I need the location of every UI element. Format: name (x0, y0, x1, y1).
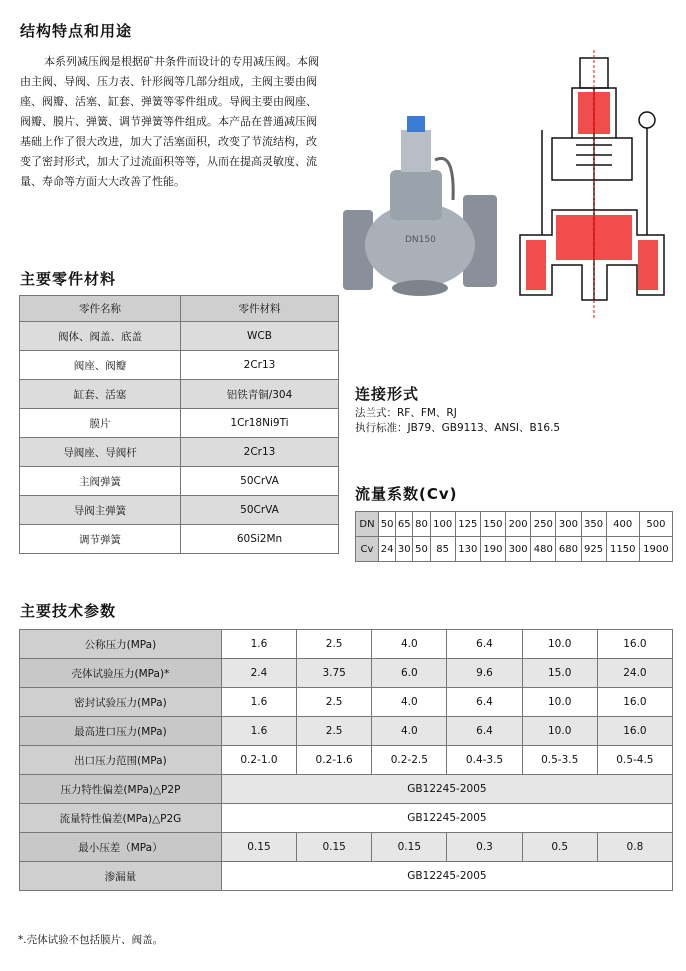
param-value: 1.6 (221, 688, 296, 717)
param-value: 0.2-1.6 (297, 746, 372, 775)
param-label: 最高进口压力(MPa) (20, 717, 222, 746)
table-row (20, 438, 339, 467)
dn-value: 250 (531, 512, 556, 537)
dn-value: 350 (581, 512, 606, 537)
table-row (20, 380, 339, 409)
cv-label: Cv (356, 537, 379, 562)
table-row (20, 775, 673, 804)
table-row (20, 746, 673, 775)
param-label: 出口压力范围(MPa) (20, 746, 222, 775)
param-label: 壳体试验压力(MPa)* (20, 659, 222, 688)
table-row (20, 717, 673, 746)
param-value: 16.0 (597, 717, 672, 746)
param-value: 10.0 (522, 717, 597, 746)
param-value: 24.0 (597, 659, 672, 688)
part-material: WCB (181, 322, 339, 351)
part-material: 2Cr13 (181, 438, 339, 467)
dn-value: 400 (606, 512, 639, 537)
photo-label: DN150 (405, 235, 436, 245)
valve-photo (335, 110, 505, 300)
part-material: 1Cr18Ni9Ti (181, 409, 339, 438)
table-row (20, 659, 673, 688)
cv-value: 680 (556, 537, 581, 562)
cv-value-row (356, 537, 673, 562)
part-name: 阀体、阀盖、底盖 (20, 322, 181, 351)
param-label: 流量特性偏差(MPa)△P2G (20, 804, 222, 833)
param-value: 10.0 (522, 630, 597, 659)
cv-value: 1150 (606, 537, 639, 562)
part-material: 60Si2Mn (181, 525, 339, 554)
table-row (20, 351, 339, 380)
param-value: 0.15 (297, 833, 372, 862)
table-row (20, 496, 339, 525)
heading-technical: 主要技术参数 (20, 602, 117, 620)
param-label: 密封试验压力(MPa) (20, 688, 222, 717)
part-name: 导阀主弹簧 (20, 496, 181, 525)
dn-value: 200 (506, 512, 531, 537)
materials-header-part: 零件名称 (20, 296, 181, 322)
tech-params-table (19, 629, 673, 891)
param-value: 15.0 (522, 659, 597, 688)
param-value: 9.6 (447, 659, 522, 688)
dn-label: DN (356, 512, 379, 537)
param-value: 0.3 (447, 833, 522, 862)
connection-info (355, 406, 560, 436)
param-value: 4.0 (372, 688, 447, 717)
dn-value: 125 (455, 512, 480, 537)
part-name: 主阀弹簧 (20, 467, 181, 496)
param-label: 渗漏量 (20, 862, 222, 891)
cv-value: 130 (455, 537, 480, 562)
part-name: 缸套、活塞 (20, 380, 181, 409)
part-name: 调节弹簧 (20, 525, 181, 554)
param-value: 6.0 (372, 659, 447, 688)
part-name: 导阀座、导阀杆 (20, 438, 181, 467)
cv-value: 925 (581, 537, 606, 562)
cv-value: 300 (506, 537, 531, 562)
cv-value: 30 (396, 537, 413, 562)
heading-structure: 结构特点和用途 (20, 22, 133, 40)
param-value: 6.4 (447, 630, 522, 659)
table-row (20, 862, 673, 891)
table-row (20, 804, 673, 833)
part-name: 膜片 (20, 409, 181, 438)
param-standard: GB12245-2005 (221, 804, 672, 833)
param-value: 0.5 (522, 833, 597, 862)
materials-header-material: 零件材料 (181, 296, 339, 322)
dn-value: 150 (480, 512, 505, 537)
cv-table (355, 511, 673, 562)
table-row (20, 467, 339, 496)
param-label: 公称压力(MPa) (20, 630, 222, 659)
param-value: 1.6 (221, 630, 296, 659)
table-row (20, 525, 339, 554)
param-value: 2.5 (297, 630, 372, 659)
table-row (20, 833, 673, 862)
materials-table (19, 295, 339, 554)
connection-flange: 法兰式：RF、FM、RJ (355, 407, 457, 419)
param-standard: GB12245-2005 (221, 775, 672, 804)
part-name: 阀座、阀瓣 (20, 351, 181, 380)
part-material: 50CrVA (181, 496, 339, 525)
dn-value: 300 (556, 512, 581, 537)
param-value: 2.5 (297, 717, 372, 746)
param-value: 0.5-4.5 (597, 746, 672, 775)
param-value: 0.5-3.5 (522, 746, 597, 775)
param-value: 0.2-2.5 (372, 746, 447, 775)
param-value: 0.4-3.5 (447, 746, 522, 775)
heading-flow-coefficient: 流量系数(Cv) (355, 485, 458, 503)
cv-value: 24 (379, 537, 396, 562)
param-value: 4.0 (372, 717, 447, 746)
param-value: 0.8 (597, 833, 672, 862)
param-value: 0.15 (372, 833, 447, 862)
param-value: 6.4 (447, 688, 522, 717)
part-material: 2Cr13 (181, 351, 339, 380)
param-value: 2.5 (297, 688, 372, 717)
param-value: 2.4 (221, 659, 296, 688)
param-value: 1.6 (221, 717, 296, 746)
intro-paragraph: 本系列减压阀是根据矿井条件而设计的专用减压阀。本阀由主阀、导阀、压力表、针形阀等几部分组成，主阀主要由阀座、阀瓣、活塞、缸套、弹簧等零件组成。导阀主要由阀座、阀瓣、膜片、弹簧、调节弹簧等件组成。本产品在普通减压阀基础上作了很大改进，加大了活塞面积，改变了节流结构，改变了密封形式，加大了过流面积等等，从而在提高灵敏度、流量、寿命等方面大大改善了性能。 (20, 55, 319, 188)
dn-value: 100 (430, 512, 455, 537)
connection-standard: 执行标准：JB79、GB9113、ANSI、B16.5 (355, 422, 561, 434)
cv-dn-row (356, 512, 673, 537)
param-value: 0.15 (221, 833, 296, 862)
table-row (20, 409, 339, 438)
table-row (20, 688, 673, 717)
dn-value: 80 (413, 512, 430, 537)
dn-value: 500 (639, 512, 672, 537)
cv-value: 1900 (639, 537, 672, 562)
heading-materials: 主要零件材料 (20, 270, 117, 288)
heading-connection: 连接形式 (355, 385, 420, 403)
param-standard: GB12245-2005 (221, 862, 672, 891)
param-value: 16.0 (597, 688, 672, 717)
param-label: 最小压差（MPa） (20, 833, 222, 862)
param-label: 压力特性偏差(MPa)△P2P (20, 775, 222, 804)
param-value: 16.0 (597, 630, 672, 659)
valve-cross-section-diagram (512, 50, 672, 322)
part-material: 50CrVA (181, 467, 339, 496)
cv-value: 50 (413, 537, 430, 562)
param-value: 3.75 (297, 659, 372, 688)
table-row (20, 630, 673, 659)
dn-value: 50 (379, 512, 396, 537)
param-value: 10.0 (522, 688, 597, 717)
param-value: 6.4 (447, 717, 522, 746)
part-material: 铝铁青铜/304 (181, 380, 339, 409)
cv-value: 190 (480, 537, 505, 562)
cv-value: 480 (531, 537, 556, 562)
cv-value: 85 (430, 537, 455, 562)
param-value: 4.0 (372, 630, 447, 659)
param-value: 0.2-1.0 (221, 746, 296, 775)
dn-value: 65 (396, 512, 413, 537)
footnote: *.壳体试验不包括膜片、阀盖。 (18, 934, 164, 946)
table-row (20, 322, 339, 351)
